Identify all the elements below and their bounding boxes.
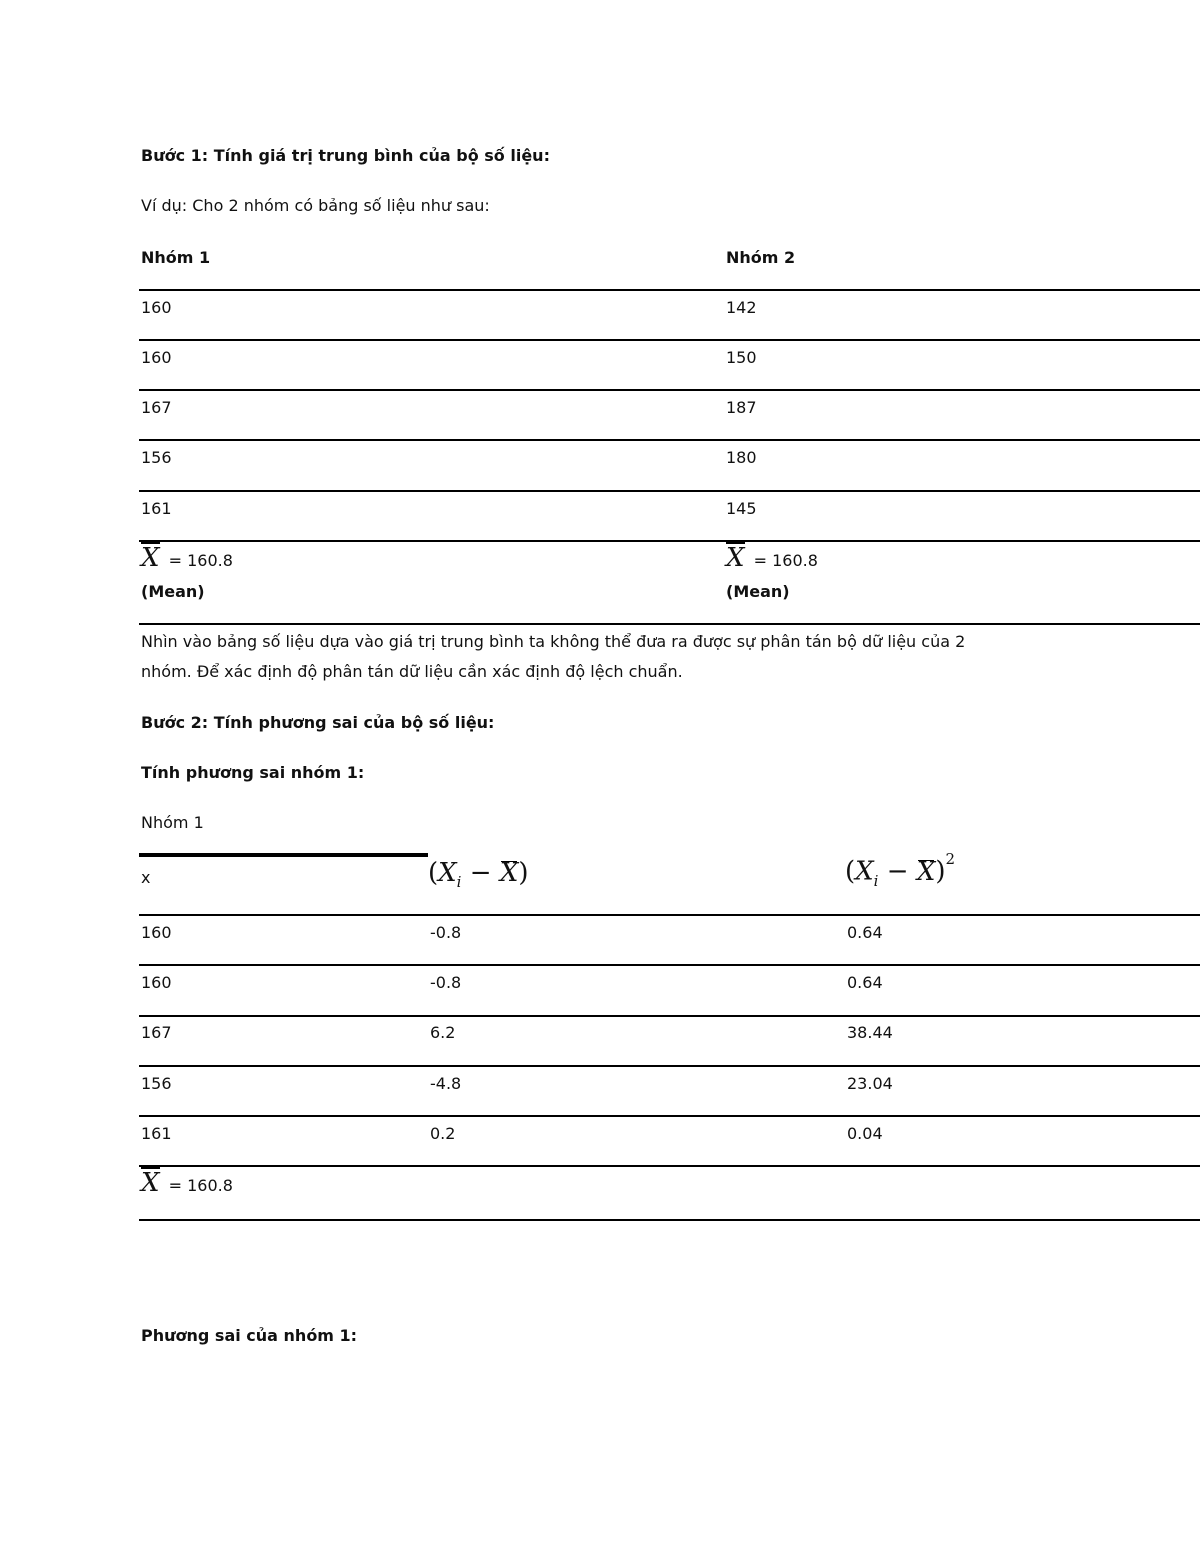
table2-rule <box>139 964 1200 966</box>
table1-rule <box>139 289 1200 291</box>
table-cell: 156 <box>141 448 172 467</box>
table2-rule <box>139 1219 1200 1221</box>
table-cell: 161 <box>141 499 172 518</box>
table-cell: 161 <box>141 1124 172 1143</box>
table-cell: 0.04 <box>847 1124 883 1143</box>
table2-header-squared-deviation: $(X_i - X)^2$ <box>845 850 956 890</box>
table-cell: -4.8 <box>430 1074 462 1093</box>
x-bar-symbol: X <box>726 543 745 573</box>
table1-rule <box>139 490 1200 492</box>
paragraph-line: nhóm. Để xác định độ phân tán dữ liệu cần xác định độ lệch chuẩn. <box>141 662 683 681</box>
table-cell: 0.2 <box>430 1124 456 1143</box>
mean-label: (Mean) <box>726 582 790 601</box>
table2-rule <box>139 1015 1200 1017</box>
table-cell: 160 <box>141 298 172 317</box>
table1-rule <box>139 389 1200 391</box>
x-bar-symbol: X <box>141 543 160 573</box>
variance1-result-heading: Phương sai của nhóm 1: <box>141 1326 358 1345</box>
mean-value: = 160.8 <box>753 551 818 570</box>
mean-value: = 160.8 <box>168 551 233 570</box>
table-cell: -0.8 <box>430 973 462 992</box>
step1-heading: Bước 1: Tính giá trị trung bình của bộ số liệu: <box>141 146 550 165</box>
table-cell: 23.04 <box>847 1074 893 1093</box>
table-cell: 167 <box>141 1023 172 1042</box>
table1-mean-group1 <box>141 545 233 571</box>
table-cell: 38.44 <box>847 1023 893 1042</box>
table-cell: 156 <box>141 1074 172 1093</box>
mean-label: (Mean) <box>141 582 205 601</box>
mean-value: = 160.8 <box>168 1176 233 1195</box>
table2-mean <box>141 1170 233 1196</box>
table-cell: 142 <box>726 298 757 317</box>
table1-mean-group2 <box>726 545 818 571</box>
table-cell: 160 <box>141 348 172 367</box>
example-text: Ví dụ: Cho 2 nhóm có bảng số liệu như sau: <box>141 196 490 215</box>
table-cell: 180 <box>726 448 757 467</box>
group1-label: Nhóm 1 <box>141 813 204 832</box>
table2-rule <box>139 1065 1200 1067</box>
table1-rule <box>139 339 1200 341</box>
table2-rule <box>139 914 1200 916</box>
table-cell: 145 <box>726 499 757 518</box>
table-cell: 167 <box>141 398 172 417</box>
table1-rule <box>139 623 1200 625</box>
table1-header-group1: Nhóm 1 <box>141 248 211 267</box>
variance1-heading: Tính phương sai nhóm 1: <box>141 763 365 782</box>
table1-rule <box>139 439 1200 441</box>
table-cell: -0.8 <box>430 923 462 942</box>
table-cell: 150 <box>726 348 757 367</box>
table2-top-rule <box>139 853 428 857</box>
paragraph-line: Nhìn vào bảng số liệu dựa vào giá trị trung bình ta không thể đưa ra được sự phân tán bộ dữ liệu của 2 <box>141 632 966 651</box>
table-cell: 187 <box>726 398 757 417</box>
table-cell: 0.64 <box>847 973 883 992</box>
table-cell: 160 <box>141 923 172 942</box>
step2-heading: Bước 2: Tính phương sai của bộ số liệu: <box>141 713 495 732</box>
table-cell: 6.2 <box>430 1023 456 1042</box>
table2-header-x: x <box>141 868 151 887</box>
table-cell: 160 <box>141 973 172 992</box>
table-cell: 0.64 <box>847 923 883 942</box>
table2-header-deviation: $(X_i - X)$ <box>428 858 529 892</box>
table2-rule <box>139 1115 1200 1117</box>
table1-rule <box>139 540 1200 542</box>
x-bar-symbol: X <box>141 1168 160 1198</box>
table1-header-group2: Nhóm 2 <box>726 248 796 267</box>
table2-rule <box>139 1165 1200 1167</box>
